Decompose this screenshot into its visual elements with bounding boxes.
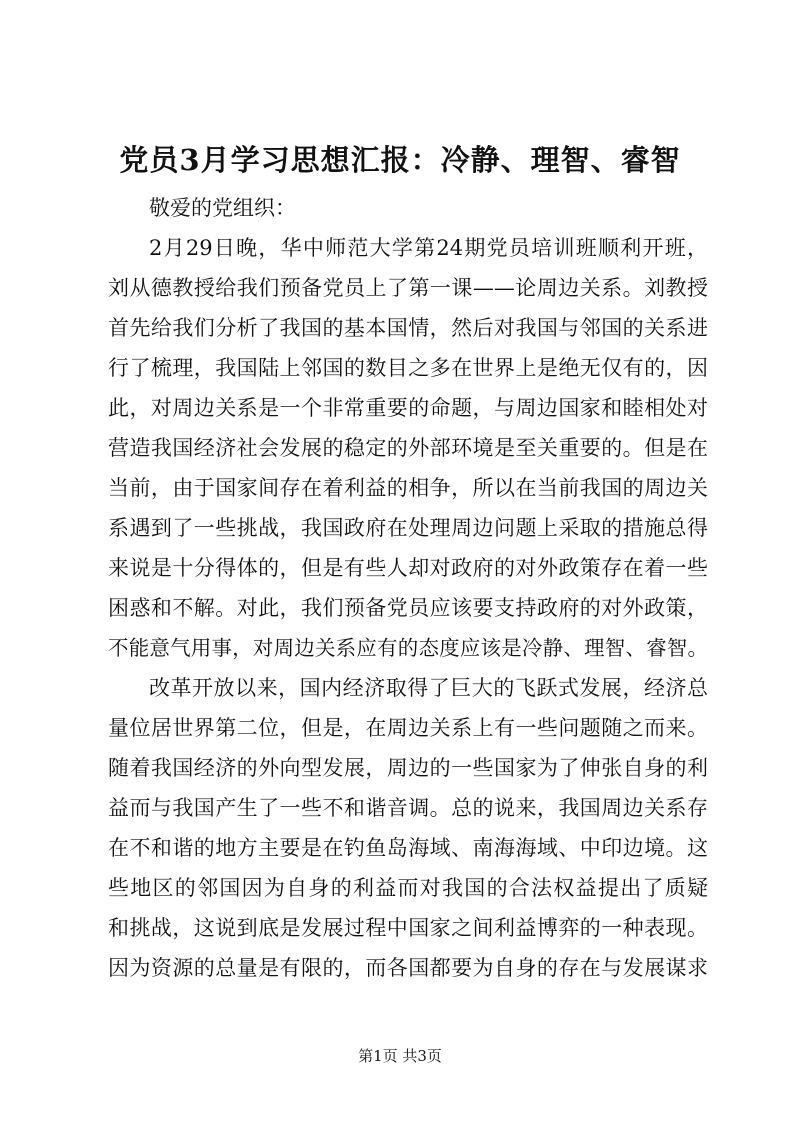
paragraph-1-line: 营造我国经济社会发展的稳定的外部环境是至关重要的。但是在 xyxy=(108,436,708,460)
paragraph-1-line: 首先给我们分析了我国的基本国情，然后对我国与邻国的关系进 xyxy=(108,316,708,340)
paragraph-2-line: 在不和谐的地方主要是在钓鱼岛海域、南海海域、中印边境。这 xyxy=(108,836,708,860)
paragraph-1-line: 不能意气用事，对周边关系应有的态度应该是冷静、理智、睿智。 xyxy=(108,636,708,660)
paragraph-2-line: 因为资源的总量是有限的，而各国都要为自身的存在与发展谋求 xyxy=(108,956,708,980)
paragraph-2-line: 益而与我国产生了一些不和谐音调。总的说来，我国周边关系存 xyxy=(108,796,708,820)
paragraph-2-line: 和挑战，这说到底是发展过程中国家之间利益博弈的一种表现。 xyxy=(108,916,708,940)
paragraph-1-line: 来说是十分得体的，但是有些人却对政府的对外政策存在着一些 xyxy=(108,556,708,580)
paragraph-2-line: 改革开放以来，国内经济取得了巨大的飞跃式发展，经济总 xyxy=(149,676,708,700)
paragraph-1-line: 刘从德教授给我们预备党员上了第一课——论周边关系。刘教授 xyxy=(108,276,708,300)
paragraph-1-line: 行了梳理，我国陆上邻国的数目之多在世界上是绝无仅有的，因 xyxy=(108,356,708,380)
paragraph-1-line: 系遇到了一些挑战，我国政府在处理周边问题上采取的措施总得 xyxy=(108,516,708,540)
paragraph-1-line: 困惑和不解。对此，我们预备党员应该要支持政府的对外政策， xyxy=(108,596,708,620)
salutation: 敬爱的党组织： xyxy=(149,196,296,220)
paragraph-2-line: 随着我国经济的外向型发展，周边的一些国家为了伸张自身的利 xyxy=(108,756,708,780)
paragraph-2-line: 些地区的邻国因为自身的利益而对我国的合法权益提出了质疑 xyxy=(108,876,708,900)
paragraph-2-line: 量位居世界第二位，但是，在周边关系上有一些问题随之而来。 xyxy=(108,716,708,740)
paragraph-1-line: 当前，由于国家间存在着利益的相争，所以在当前我国的周边关 xyxy=(108,476,708,500)
document-title: 党员3月学习思想汇报：冷静、理智、睿智 xyxy=(119,143,681,177)
paragraph-1-line: 此，对周边关系是一个非常重要的命题，与周边国家和睦相处对 xyxy=(108,396,708,420)
paragraph-1-line: 2月29日晚，华中师范大学第24期党员培训班顺利开班， xyxy=(149,236,708,260)
page-number: 第1页 共3页 xyxy=(358,1047,442,1065)
